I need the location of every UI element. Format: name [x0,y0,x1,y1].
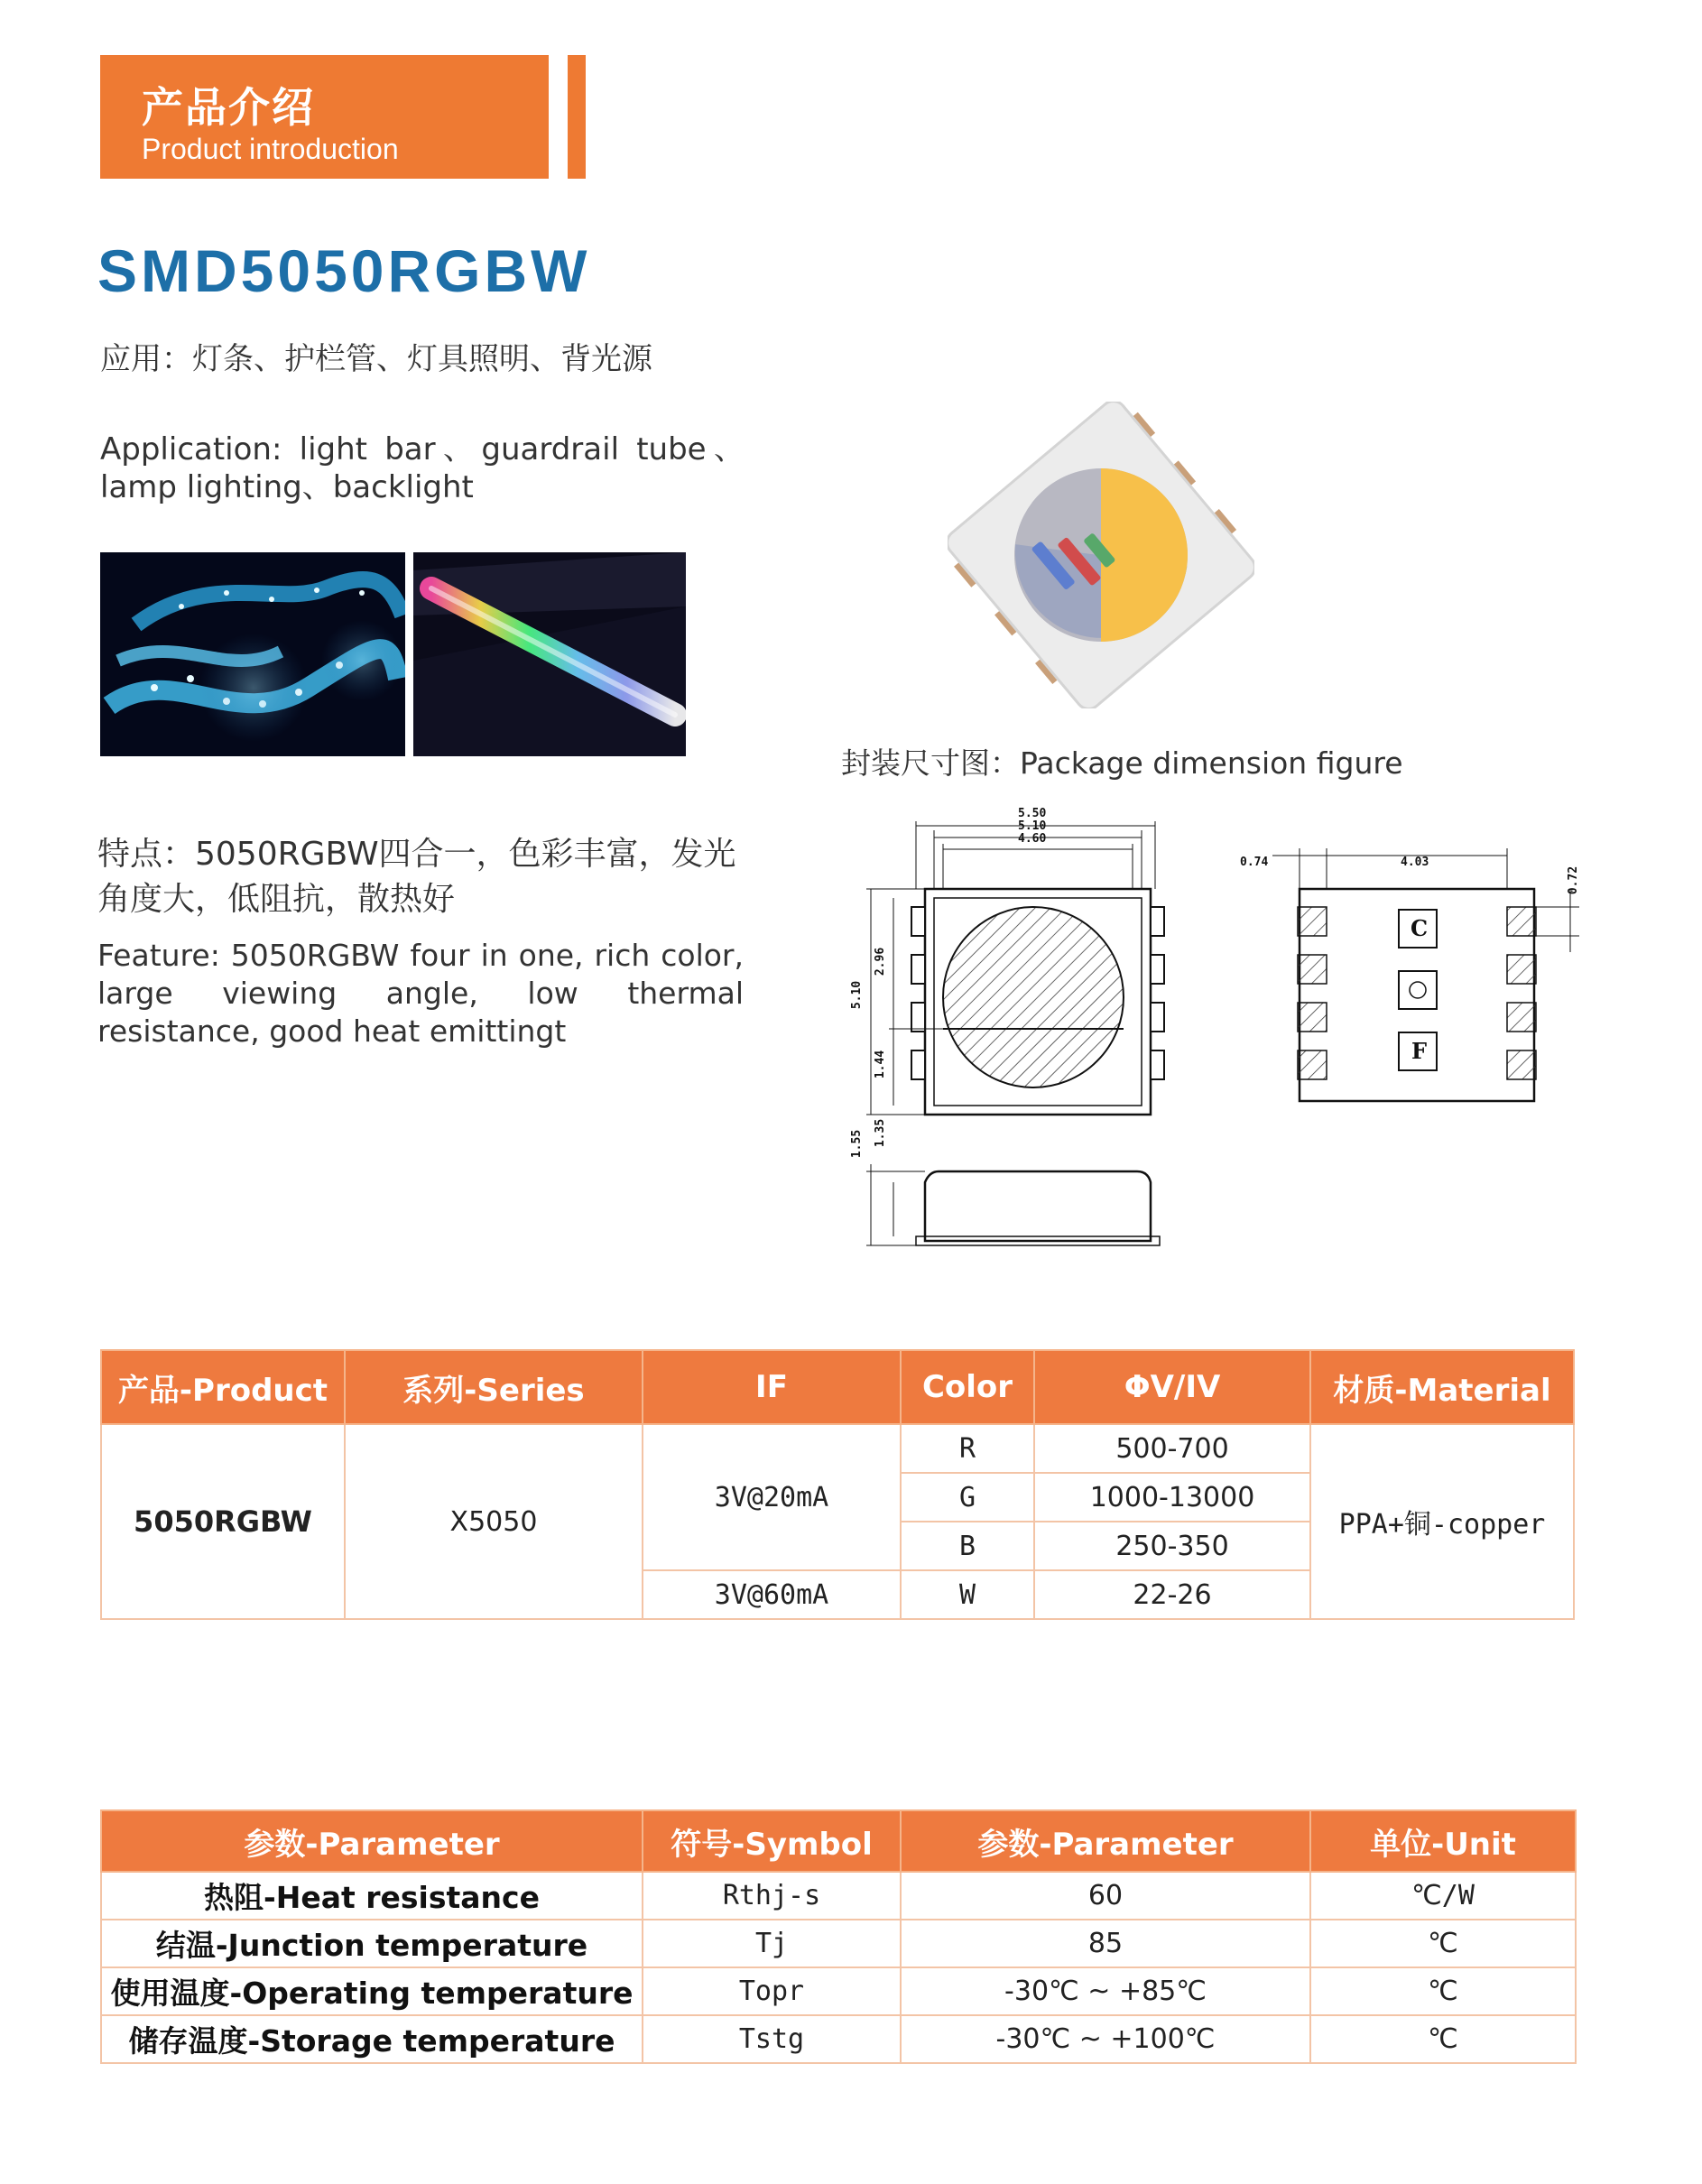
cell-symbol: Tstg [643,2015,901,2063]
feature-en: Feature: 5050RGBW four in one, rich color, large viewing angle, low thermal resistance, good heat emittingt [97,938,744,1049]
cell-unit: ℃ [1310,1920,1576,1967]
application-cn: 应用：灯条、护栏管、灯具照明、背光源 [100,341,652,377]
guardrail-tube-photo [413,552,686,756]
application-en: Application: light bar、guardrail tube、lamp lighting、backlight [100,431,745,505]
feature-cn: 特点：5050RGBW四合一，色彩丰富，发光角度大，低阻抗，散热好 [97,836,736,918]
cell-symbol: Topr [643,1967,901,2015]
cell-value: 500-700 [1034,1424,1310,1473]
dim-h1: 5.10 [850,980,865,1010]
cell-unit: ℃/W [1310,1872,1576,1920]
header-parameter: 参数-Parameter [101,1810,643,1872]
dim-t2: 1.35 [874,1118,888,1148]
pad-label-f: F [1411,1038,1428,1064]
cell-if-w: 3V@60mA [643,1570,901,1619]
banner-title-en: Product introduction [142,133,399,165]
pad-label-c: C [1411,915,1429,941]
table-row [101,2015,1576,2063]
banner-title-cn: 产品介绍 [142,83,315,132]
parameter-table [100,1809,1577,2064]
led-chip-illustration [948,402,1254,708]
cell-unit: ℃ [1310,2015,1576,2063]
dim-w2: 5.10 [1018,819,1047,833]
model-title: SMD5050RGBW [97,237,591,304]
dim-pad-span: 4.03 [1401,856,1429,869]
cell-series: X5050 [345,1424,643,1619]
cell-color: R [901,1424,1034,1473]
cell-if-rgb: 3V@20mA [643,1424,901,1570]
header-color: Color [901,1350,1034,1424]
header-unit: 单位-Unit [1310,1810,1576,1872]
cell-param: 使用温度-Operating temperature [101,1967,643,2015]
cell-value: 85 [901,1920,1310,1967]
cell-param: 结温-Junction temperature [101,1920,643,1967]
dim-pad-height: 0.72 [1567,865,1581,895]
cell-value: 250-350 [1034,1522,1310,1570]
dim-w3: 4.60 [1018,832,1047,846]
table-row [101,1967,1576,2015]
table-row [101,1920,1576,1967]
cell-value: -30℃ ~ +100℃ [901,2015,1310,2063]
package-dimension-drawing [848,803,1588,1254]
cell-value: 1000-13000 [1034,1473,1310,1522]
cell-symbol: Tj [643,1920,901,1967]
product-spec-table [100,1349,1575,1620]
cell-material: PPA+铜-copper [1310,1424,1574,1619]
cell-value: -30℃ ~ +85℃ [901,1967,1310,2015]
header-parameter-value: 参数-Parameter [901,1810,1310,1872]
cell-color: W [901,1570,1034,1619]
cell-unit: ℃ [1310,1967,1576,2015]
cell-value: 22-26 [1034,1570,1310,1619]
cell-color: B [901,1522,1034,1570]
table-row [101,1872,1576,1920]
banner-accent-bar [568,55,586,179]
header-series: 系列-Series [345,1350,643,1424]
led-strip-photo [100,552,405,756]
cell-color: G [901,1473,1034,1522]
header-if: IF [643,1350,901,1424]
dim-t1: 1.55 [850,1129,865,1159]
dim-h3: 1.44 [874,1050,888,1079]
cell-param: 热阻-Heat resistance [101,1872,643,1920]
table-row [101,1424,1574,1473]
header-material: 材质-Material [1310,1350,1574,1424]
header-luminous: ΦV/IV [1034,1350,1310,1424]
dim-h2: 2.96 [874,947,888,976]
cell-symbol: Rthj-s [643,1872,901,1920]
dim-pad-offset: 0.74 [1240,856,1269,869]
header-banner [100,55,549,179]
package-caption: 封装尺寸图：Package dimension figure [841,745,1403,781]
dim-w1: 5.50 [1018,807,1047,820]
cell-param: 储存温度-Storage temperature [101,2015,643,2063]
header-product: 产品-Product [101,1350,345,1424]
header-symbol: 符号-Symbol [643,1810,901,1872]
cell-value: 60 [901,1872,1310,1920]
cell-product: 5050RGBW [101,1424,345,1619]
